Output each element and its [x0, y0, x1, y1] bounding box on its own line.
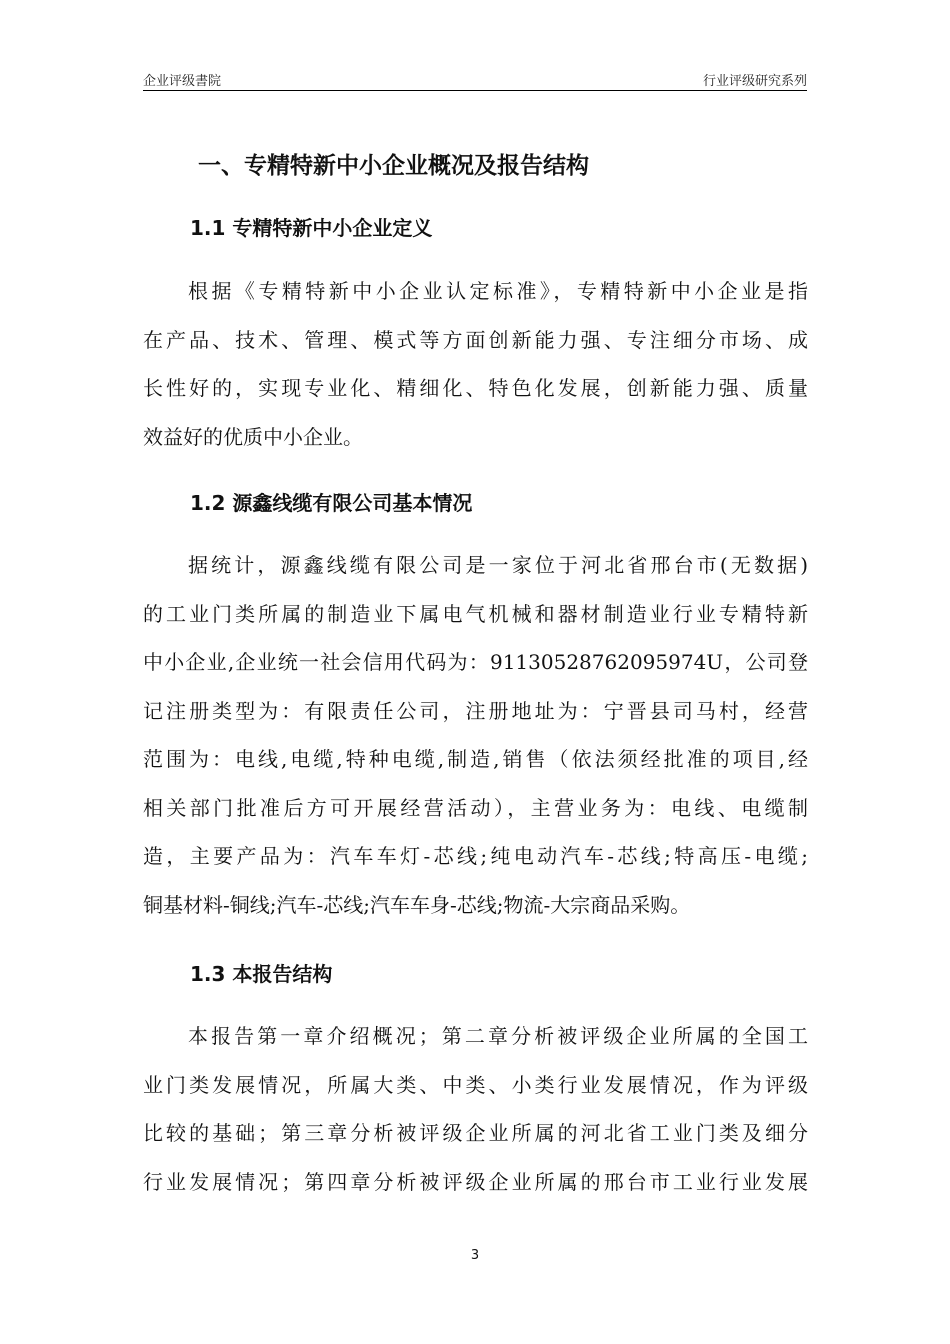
paragraph-company-info [143, 541, 808, 929]
header-left-title: 企业评级書院 [143, 74, 222, 89]
paragraph-line: 在产品、技术、管理、模式等方面创新能力强、专注细分市场、成 [143, 327, 808, 352]
paragraph-report-structure [143, 1012, 808, 1206]
paragraph-line: 记注册类型为：有限责任公司，注册地址为：宁晋县司马村，经营 [143, 698, 808, 723]
paragraph-line: 的工业门类所属的制造业下属电气机械和器材制造业行业专精特新 [143, 601, 808, 626]
paragraph-definition [143, 267, 808, 461]
paragraph-line: 效益好的优质中小企业。 [143, 424, 363, 449]
paragraph-line: 根据《专精特新中小企业认定标准》，专精特新中小企业是指 [188, 279, 808, 303]
paragraph-line: 业门类发展情况，所属大类、中类、小类行业发展情况，作为评级 [143, 1072, 808, 1097]
paragraph-line: 行业发展情况；第四章分析被评级企业所属的邢台市工业行业发展 [143, 1169, 808, 1194]
paragraph-line: 长性好的，实现专业化、精细化、特色化发展，创新能力强、质量 [143, 376, 808, 400]
subsection-heading-1-3: 1.3 本报告结构 [190, 962, 333, 986]
paragraph-line: 相关部门批准后方可开展经营活动），主营业务为：电线、电缆制 [143, 795, 808, 820]
header-right-title: 行业评级研究系列 [702, 74, 807, 89]
page-number: 3 [470, 1248, 480, 1263]
paragraph-line: 本报告第一章介绍概况；第二章分析被评级企业所属的全国工 [188, 1024, 808, 1048]
subsection-heading-1-2: 1.2 源鑫线缆有限公司基本情况 [190, 491, 473, 515]
paragraph-line: 造，主要产品为：汽车车灯-芯线;纯电动汽车-芯线;特高压-电缆; [143, 844, 808, 868]
paragraph-line: 范围为：电线,电缆,特种电缆,制造,销售（依法须经批准的项目,经 [143, 747, 808, 771]
paragraph-line: 中小企业,企业统一社会信用代码为：91130528762095974U，公司登 [143, 650, 808, 674]
section-heading-1: 一、专精特新中小企业概况及报告结构 [198, 153, 589, 179]
subsection-heading-1-1: 1.1 专精特新中小企业定义 [190, 216, 433, 240]
page-header [143, 70, 807, 91]
paragraph-line: 据统计，源鑫线缆有限公司是一家位于河北省邢台市(无数据) [188, 553, 808, 577]
paragraph-line: 比较的基础；第三章分析被评级企业所属的河北省工业门类及细分 [143, 1121, 808, 1145]
paragraph-line: 铜基材料-铜线;汽车-芯线;汽车车身-芯线;物流-大宗商品采购。 [143, 892, 691, 917]
